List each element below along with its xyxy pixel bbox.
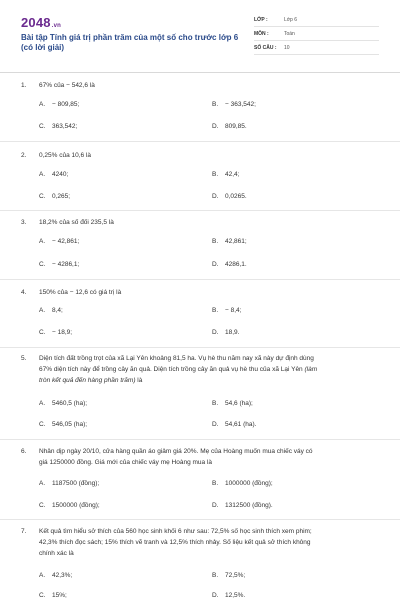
option-text: 42,3%; bbox=[52, 572, 73, 579]
option-text: 42,861; bbox=[225, 238, 247, 245]
option-d[interactable] bbox=[212, 193, 247, 200]
question-number: 7. bbox=[21, 528, 27, 535]
option-label: C. bbox=[39, 123, 46, 130]
option-text: 54,6 (ha); bbox=[225, 400, 253, 407]
option-c[interactable] bbox=[39, 592, 67, 599]
option-label: C. bbox=[39, 421, 46, 428]
option-b[interactable] bbox=[212, 101, 256, 108]
option-a[interactable] bbox=[39, 101, 79, 108]
option-text: 0,265; bbox=[52, 193, 71, 200]
question-number: 2. bbox=[21, 152, 27, 159]
option-text: 42,4; bbox=[225, 171, 240, 178]
question-divider bbox=[0, 279, 400, 280]
option-c[interactable] bbox=[39, 261, 79, 268]
info-key: MÔN : bbox=[254, 31, 269, 37]
option-text: 546,05 (ha); bbox=[52, 421, 88, 428]
option-text: 363,542; bbox=[52, 123, 78, 130]
question-text bbox=[39, 353, 395, 386]
info-key: LỚP : bbox=[254, 17, 268, 23]
option-text: 1500000 (đồng); bbox=[52, 502, 100, 509]
info-value: 10 bbox=[284, 45, 290, 51]
question-number: 3. bbox=[21, 219, 27, 226]
option-text: 72,5%; bbox=[225, 572, 246, 579]
option-text: 1312500 (đồng). bbox=[225, 502, 273, 509]
option-a[interactable] bbox=[39, 400, 87, 407]
question-line: giá 1250000 đồng. Giá mới của chiếc váy mẹ Hoàng mua là bbox=[39, 459, 213, 466]
question-line: Kết quả tìm hiểu sở thích của 560 học sinh khối 6 như sau: 72,5% số học sinh thích xem phim; bbox=[39, 528, 312, 535]
question-divider bbox=[0, 141, 400, 142]
question-divider bbox=[0, 439, 400, 440]
info-row-grade bbox=[254, 14, 379, 27]
option-label: B. bbox=[212, 238, 219, 245]
info-row-subject bbox=[254, 28, 379, 41]
option-label: B. bbox=[212, 101, 219, 108]
question-text: 0,25% của 10,6 là bbox=[39, 152, 92, 159]
option-label: A. bbox=[39, 400, 46, 407]
page-title: Bài tập Tính giá trị phần trăm của một số cho trước lớp 6 (có lời giải) bbox=[21, 33, 239, 52]
option-text: 1187500 (đồng); bbox=[52, 480, 100, 487]
option-text: 4286,1. bbox=[225, 261, 247, 268]
option-label: A. bbox=[39, 171, 46, 178]
option-a[interactable] bbox=[39, 480, 99, 487]
option-a[interactable] bbox=[39, 171, 68, 178]
option-a[interactable] bbox=[39, 238, 79, 245]
option-text: − 809,85; bbox=[52, 101, 80, 108]
option-b[interactable] bbox=[212, 307, 241, 314]
question-line: Nhân dịp ngày 20/10, cửa hàng quần áo giảm giá 20%. Mẹ của Hoàng muốn mua chiếc váy có bbox=[39, 448, 313, 455]
option-label: C. bbox=[39, 592, 46, 599]
option-label: D. bbox=[212, 502, 219, 509]
option-d[interactable] bbox=[212, 502, 273, 509]
option-label: A. bbox=[39, 307, 46, 314]
option-text: 8,4; bbox=[52, 307, 63, 314]
option-c[interactable] bbox=[39, 502, 100, 509]
info-key: SỐ CÂU : bbox=[254, 45, 277, 51]
option-c[interactable] bbox=[39, 421, 87, 428]
option-label: B. bbox=[212, 171, 219, 178]
option-b[interactable] bbox=[212, 572, 245, 579]
question-number: 5. bbox=[21, 355, 27, 362]
option-text: 15%; bbox=[52, 592, 67, 599]
option-label: B. bbox=[212, 400, 219, 407]
option-b[interactable] bbox=[212, 400, 253, 407]
option-text: 4240; bbox=[52, 171, 69, 178]
question-text: 150% của − 12,6 có giá trị là bbox=[39, 289, 122, 296]
question-line: tròn kết quả đến hàng phần trăm) là bbox=[39, 377, 143, 384]
question-text bbox=[39, 446, 395, 468]
question-number: 4. bbox=[21, 289, 27, 296]
question-line: 67% diện tích này để trồng cây ăn quả. Diện tích trồng cây ăn quả vụ hè thu của xã Lại Yên (làm bbox=[39, 366, 318, 373]
question-divider bbox=[0, 519, 400, 520]
option-label: D. bbox=[212, 421, 219, 428]
option-d[interactable] bbox=[212, 261, 247, 268]
option-b[interactable] bbox=[212, 171, 239, 178]
option-d[interactable] bbox=[212, 421, 256, 428]
option-c[interactable] bbox=[39, 329, 72, 336]
option-d[interactable] bbox=[212, 123, 247, 130]
option-label: D. bbox=[212, 592, 219, 599]
option-text: 809,85. bbox=[225, 123, 247, 130]
option-text: − 8,4; bbox=[225, 307, 242, 314]
option-label: A. bbox=[39, 101, 46, 108]
page-header bbox=[0, 0, 400, 72]
option-label: C. bbox=[39, 193, 46, 200]
question-text bbox=[39, 526, 395, 559]
option-text: 18,9. bbox=[225, 329, 240, 336]
option-text: − 18,9; bbox=[52, 329, 73, 336]
option-label: A. bbox=[39, 238, 46, 245]
option-text: 12,5%. bbox=[225, 592, 246, 599]
question-line: Diện tích đất trồng trọt của xã Lại Yên khoảng 81,5 ha. Vụ hè thu năm nay xã này dự định dùng bbox=[39, 355, 314, 362]
option-label: A. bbox=[39, 572, 46, 579]
question-text: 67% của − 542,6 là bbox=[39, 82, 95, 89]
info-value: Toán bbox=[284, 31, 295, 37]
option-text: − 363,542; bbox=[225, 101, 256, 108]
question-divider bbox=[0, 347, 400, 348]
question-text: 18,2% của số đối 235,5 là bbox=[39, 219, 114, 226]
option-d[interactable] bbox=[212, 592, 245, 599]
question-line: 42,3% thích đọc sách; 15% thích vẽ tranh và 12,5% thích nhảy. Số liệu kết quả sở thích không bbox=[39, 539, 311, 546]
option-d[interactable] bbox=[212, 329, 239, 336]
logo-tld: .vn bbox=[51, 23, 62, 29]
option-text: 0,0265. bbox=[225, 193, 247, 200]
option-label: B. bbox=[212, 480, 219, 487]
question-line: chính xác là bbox=[39, 550, 74, 557]
option-label: C. bbox=[39, 329, 46, 336]
option-c[interactable] bbox=[39, 193, 70, 200]
option-text: 5460,5 (ha); bbox=[52, 400, 88, 407]
option-label: D. bbox=[212, 193, 219, 200]
option-label: D. bbox=[212, 123, 219, 130]
header-divider bbox=[0, 72, 400, 73]
option-label: D. bbox=[212, 261, 219, 268]
option-text: 1000000 (đồng); bbox=[225, 480, 273, 487]
option-a[interactable] bbox=[39, 572, 72, 579]
option-b[interactable] bbox=[212, 238, 247, 245]
option-text: − 4286,1; bbox=[52, 261, 80, 268]
info-value: Lớp 6 bbox=[284, 17, 298, 23]
question-number: 1. bbox=[21, 82, 27, 89]
question-divider bbox=[0, 210, 400, 211]
option-label: A. bbox=[39, 480, 46, 487]
option-label: C. bbox=[39, 261, 46, 268]
option-b[interactable] bbox=[212, 480, 273, 487]
info-row-count bbox=[254, 42, 379, 55]
option-label: B. bbox=[212, 307, 219, 314]
site-logo[interactable] bbox=[21, 15, 61, 30]
option-text: − 42,861; bbox=[52, 238, 80, 245]
option-label: B. bbox=[212, 572, 219, 579]
question-number: 6. bbox=[21, 448, 27, 455]
logo-text: 2048 bbox=[21, 15, 51, 30]
option-label: D. bbox=[212, 329, 219, 336]
option-c[interactable] bbox=[39, 123, 77, 130]
option-text: 54,61 (ha). bbox=[225, 421, 257, 428]
option-a[interactable] bbox=[39, 307, 63, 314]
option-label: C. bbox=[39, 502, 46, 509]
